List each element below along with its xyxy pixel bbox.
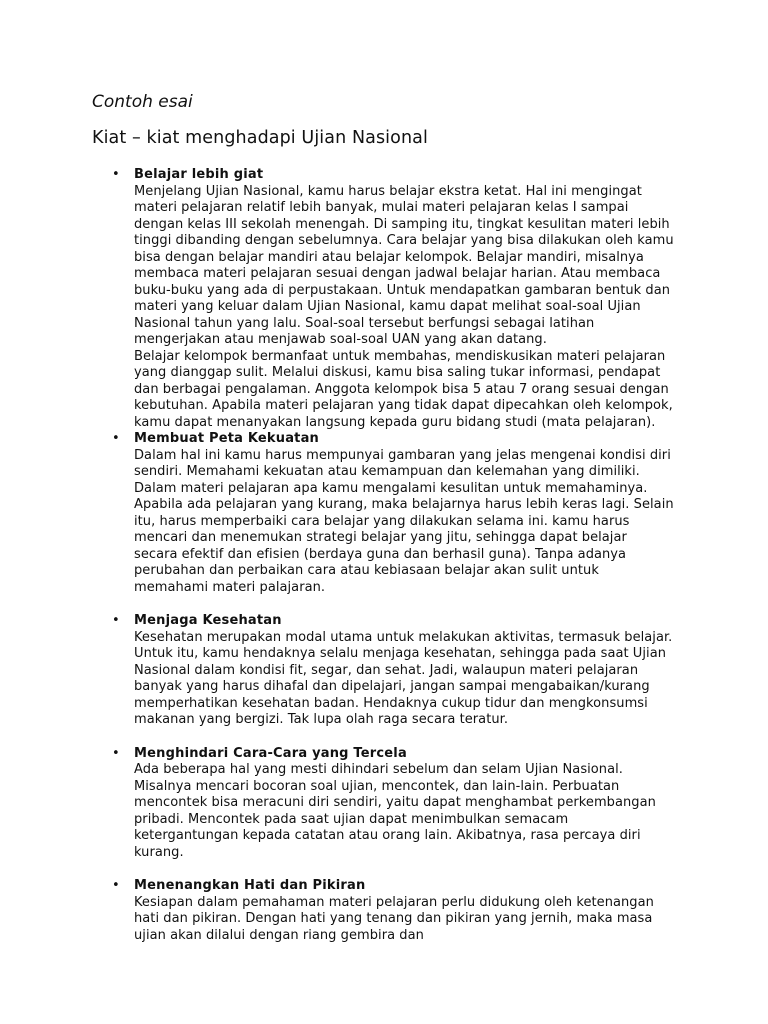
item-paragraph: Kesehatan merupakan modal utama untuk melakukan aktivitas, termasuk belajar. Untuk itu, kamu hendaknya selalu menjaga kesehatan, sehingga pada saat Ujian Nasional dalam kondisi fit, segar, dan sehat. Jadi, walaupun materi pelajaran banyak yang harus dihafal dan dipelajari, jangan sampai mengabaikan/kurang memperhatikan kesehatan badan. Hendaknya cukup tidur dan mengkonsumsi makanan yang bergizi. Tak lupa olah raga secara teratur. <box>134 629 673 727</box>
item-paragraph: Kesiapan dalam pemahaman materi pelajaran perlu didukung oleh ketenangan hati dan pikiran. Dengan hati yang tenang dan pikiran yang jernih, maka masa ujian akan dilalui dengan riang gembira dan <box>134 894 654 943</box>
list-item <box>0 431 674 596</box>
document-subtitle: Contoh esai <box>92 92 193 112</box>
item-paragraph: Ada beberapa hal yang mesti dihindari sebelum dan selam Ujian Nasional. Misalnya mencari bocoran soal ujian, mencontek, dan lain-lain. Perbuatan mencontek bisa meracuni diri sendiri, yaitu dapat menghambat perkembangan pribadi. Mencontek pada saat ujian dapat menimbulkan semacam ketergantungan kepada catatan atau orang lain. Akibatnya, rasa percaya diri kurang. <box>134 762 656 860</box>
bullet-icon: • <box>112 431 120 446</box>
list-item <box>0 167 674 431</box>
item-paragraph: Dalam hal ini kamu harus mempunyai gambaran yang jelas mengenai kondisi diri sendiri. Memahami kekuatan atau kemampuan dan kelemahan yang dimiliki. Dalam materi pelajaran apa kamu mengalami kesulitan untuk memahaminya. Apabila ada pelajaran yang kurang, maka belajarnya harus lebih keras lagi. Selain itu, harus memperbaiki cara belajar yang dilakukan selama ini. kamu harus mencari dan menemukan strategi belajar yang jitu, sehingga dapat belajar secara efektif dan efisien (berdaya guna dan berhasil guna). Tanpa adanya perubahan dan perbaikan cara atau kebiasaan belajar akan sulit untuk memahami materi palajaran. <box>134 447 674 595</box>
item-heading: Menjaga Kesehatan <box>134 613 282 628</box>
bullet-icon: • <box>112 878 120 893</box>
list-item <box>0 878 674 944</box>
bullet-icon: • <box>112 745 120 761</box>
document-title: Kiat – kiat menghadapi Ujian Nasional <box>92 128 428 148</box>
item-heading: Menghindari Cara-Cara yang Tercela <box>134 745 407 761</box>
item-heading: Belajar lebih giat <box>134 167 264 182</box>
item-heading: Menenangkan Hati dan Pikiran <box>134 878 366 893</box>
tips-list <box>0 167 768 944</box>
bullet-icon: • <box>112 613 120 628</box>
list-item <box>0 613 674 729</box>
item-heading: Membuat Peta Kekuatan <box>134 431 320 446</box>
list-item <box>0 746 674 862</box>
item-paragraph: Menjelang Ujian Nasional, kamu harus belajar ekstra ketat. Hal ini mengingat materi pelajaran relatif lebih banyak, mulai materi pelajaran kelas I sampai dengan kelas III sekolah menengah. Di samping itu, tingkat kesulitan materi lebih tinggi dibanding dengan sebelumnya. Cara belajar yang bisa dilakukan oleh kamu bisa dengan belajar mandiri atau belajar kelompok. Belajar mandiri, misalnya membaca materi pelajaran sesuai dengan jadwal belajar harian. Atau membaca buku-buku yang ada di perpustakaan. Untuk mendapatkan gambaran bentuk dan materi yang keluar dalam Ujian Nasional, kamu dapat melihat soal-soal Ujian Nasional tahun yang lalu. Soal-soal tersebut berfungsi sebagai latihan mengerjakan atau menjawab soal-soal UAN yang akan datang. <box>134 183 674 347</box>
item-paragraph: Belajar kelompok bermanfaat untuk membahas, mendiskusikan materi pelajaran yang dianggap sulit. Melalui diskusi, kamu bisa saling tukar informasi, pendapat dan berbagai pengalaman. Anggota kelompok bisa 5 atau 7 orang sesuai dengan kebutuhan. Apabila materi pelajaran yang tidak dapat dipecahkan oleh kelompok, kamu dapat menanyakan langsung kepada guru bidang studi (mata pelajaran). <box>134 348 673 430</box>
bullet-icon: • <box>112 167 120 182</box>
